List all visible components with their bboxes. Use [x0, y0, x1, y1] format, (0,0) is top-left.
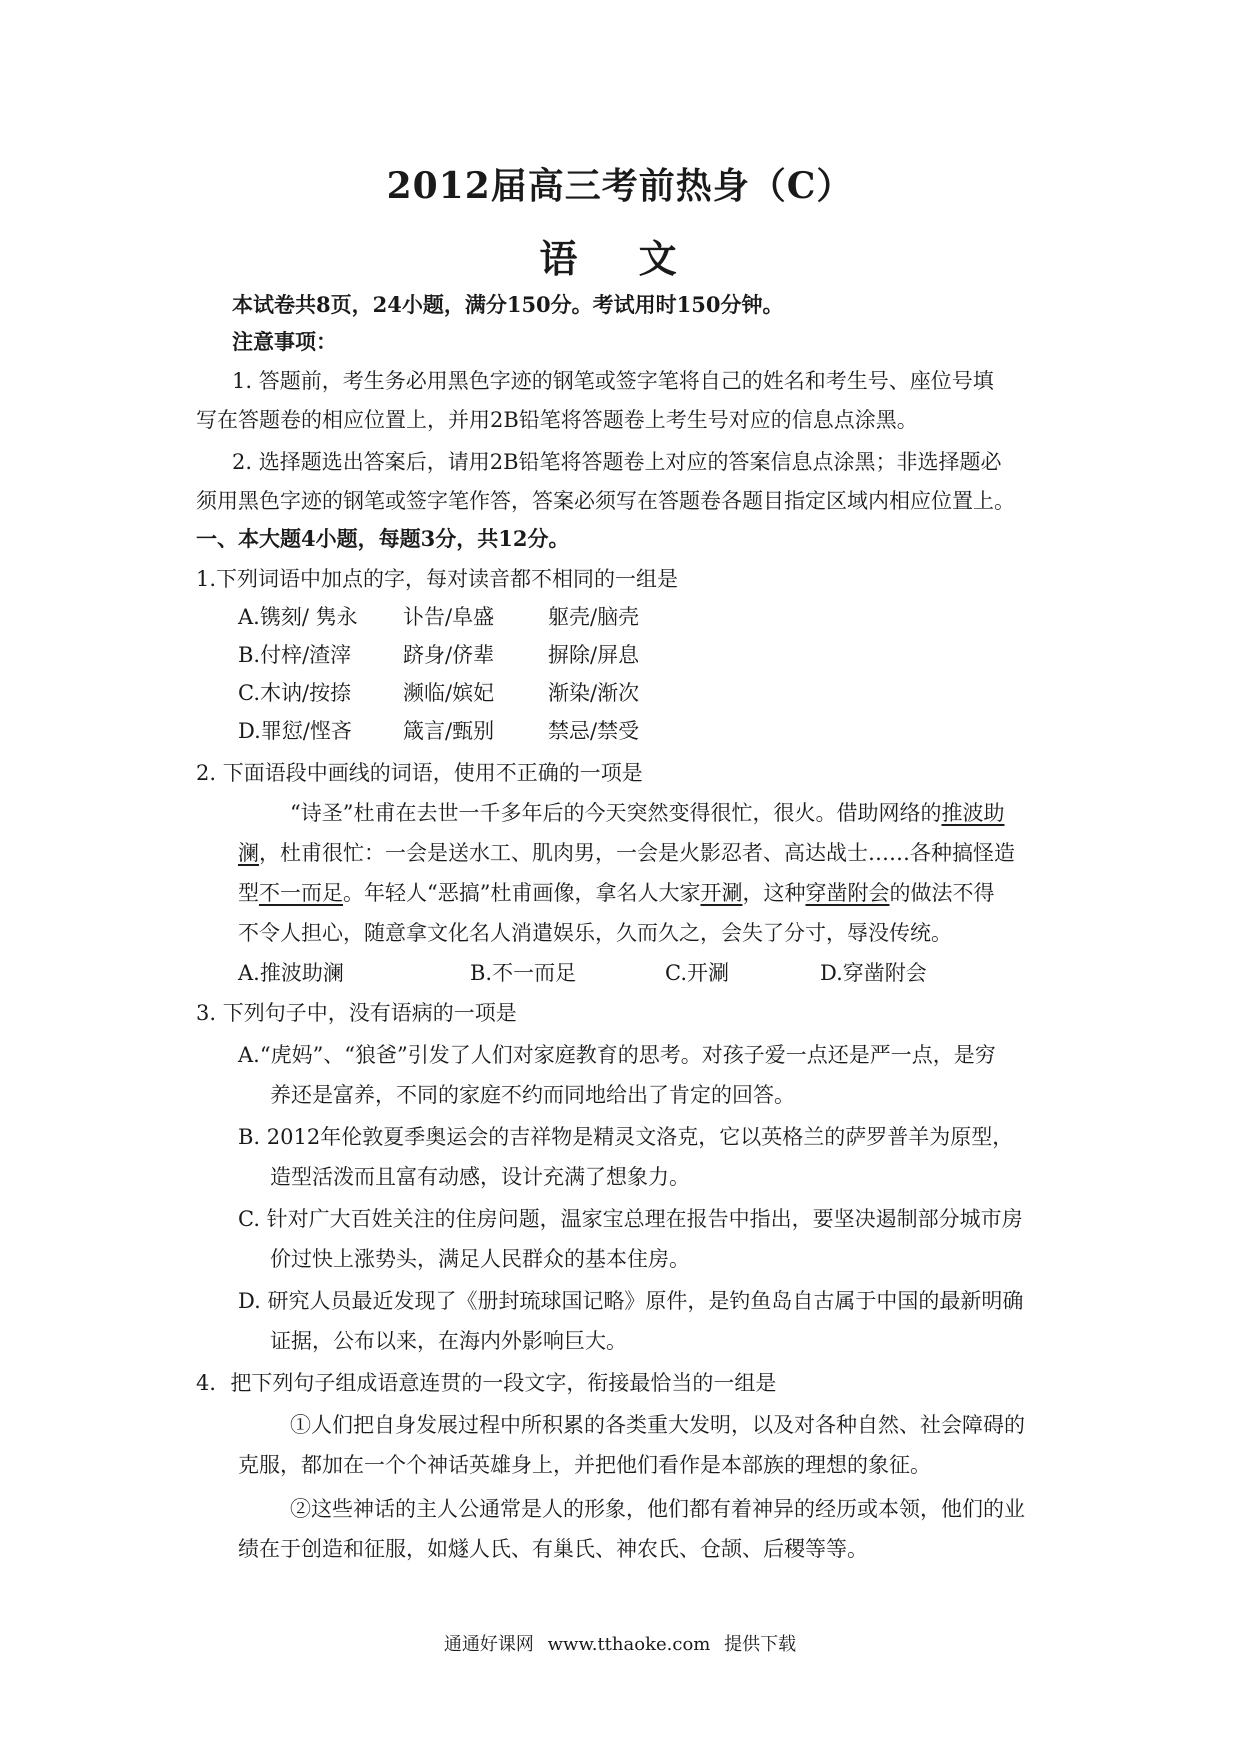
q1-option-b-col3: 摒除/屏息: [548, 643, 640, 667]
q2-text: 的做法不得: [889, 881, 995, 905]
footer-url[interactable]: www.tthaoke.com: [547, 1634, 711, 1655]
q1-option-b-label: B.付梓/渣滓: [238, 643, 352, 667]
q1-option-a-col3: 躯壳/脑壳: [548, 605, 640, 629]
note-2-line-2: 须用黑色字迹的钢笔或签字笔作答，答案必须写在答题卷各题目指定区域内相应位置上。: [196, 489, 1015, 513]
q1-option-c-col2: 濒临/嫔妃: [403, 681, 495, 705]
note-1-line-1: 1. 答题前，考生务必用黑色字迹的钢笔或签字笔将自己的姓名和考生号、座位号填: [232, 369, 994, 393]
q3-option-c-line-2: 价过快上涨势头，满足人民群众的基本住房。: [270, 1247, 690, 1271]
q2-passage-line-2: [238, 838, 1015, 868]
q1-option-b-col2: 跻身/侪辈: [403, 643, 495, 667]
q1-option-c-col3: 渐染/渐次: [548, 681, 640, 705]
q4-sentence-2-line-2: 绩在于创造和征服，如燧人氏、有巢氏、神农氏、仓颉、后稷等等。: [238, 1537, 868, 1561]
q4-stem: 4．把下列句子组成语意连贯的一段文字，衔接最恰当的一组是: [196, 1371, 777, 1395]
q1-option-d-label: D.罪愆/悭吝: [238, 719, 352, 743]
q3-option-d-line-2: 证据，公布以来，在海内外影响巨大。: [270, 1329, 627, 1353]
q4-sentence-1-line-1: ①人们把自身发展过程中所积累的各类重大发明，以及对各种自然、社会障碍的: [290, 1413, 1025, 1437]
q3-option-c-line-1: C. 针对广大百姓关注的住房问题，温家宝总理在报告中指出，要坚决遏制部分城市房: [238, 1207, 1023, 1231]
footer-note: 提供下载: [724, 1634, 797, 1655]
q2-text: 。年轻人“恶搞”杜甫画像，拿名人大家: [343, 881, 701, 905]
q2-passage-line-4: 不令人担心，随意拿文化名人消遣娱乐，久而久之，会失了分寸，辱没传统。: [238, 921, 952, 945]
q2-text: 型: [238, 881, 259, 905]
notes-heading: 注意事项：: [232, 329, 337, 354]
subject-title: 语 文: [539, 236, 701, 281]
q2-passage-line-1: [290, 798, 1004, 828]
q2-option-b: B.不一而足: [470, 961, 577, 985]
q1-option-a-col2: 讣告/阜盛: [403, 605, 495, 629]
note-2-line-1: 2. 选择题选出答案后，请用2B铅笔将答题卷上对应的答案信息点涂黑；非选择题必: [232, 450, 1002, 474]
q2-option-d: D.穿凿附会: [820, 961, 927, 985]
q2-option-c: C.开涮: [665, 961, 729, 985]
q2-passage-line-3: [238, 878, 994, 908]
q2-option-a: A.推波助澜: [238, 961, 344, 985]
q2-underlined-term: 推波助: [941, 801, 1005, 825]
q2-stem: 2. 下面语段中画线的词语，使用不正确的一项是: [196, 761, 643, 785]
q3-option-a-line-2: 养还是富养，不同的家庭不约而同地给出了肯定的回答。: [270, 1083, 795, 1107]
q2-underlined-term: 穿凿附会: [805, 881, 890, 905]
q2-underlined-term: 澜: [238, 841, 259, 865]
q1-option-d-col3: 禁忌/禁受: [548, 719, 640, 743]
q4-sentence-1-line-2: 克服，都加在一个个神话英雄身上，并把他们看作是本部族的理想的象征。: [238, 1453, 931, 1477]
q2-text: ，这种: [742, 881, 806, 905]
exam-summary: 本试卷共8页，24小题，满分150分。考试用时150分钟。: [232, 292, 784, 317]
q3-stem: 3. 下列句子中，没有语病的一项是: [196, 1001, 517, 1025]
section-1-heading: 一、本大题4小题，每题3分，共12分。: [196, 526, 570, 551]
q1-option-d-col2: 箴言/甄别: [403, 719, 495, 743]
q4-sentence-2-line-1: ②这些神话的主人公通常是人的形象，他们都有着神异的经历或本领，他们的业: [290, 1497, 1025, 1521]
q2-text: “诗圣”杜甫在去世一千多年后的今天突然变得很忙，很火。借助网络的: [290, 801, 942, 825]
page-footer: [0, 1630, 1240, 1656]
page-title: 2012届高三考前热身（C）: [386, 165, 854, 207]
q3-option-a-line-1: A.“虎妈”、“狼爸”引发了人们对家庭教育的思考。对孩子爱一点还是严一点，是穷: [238, 1043, 996, 1067]
footer-site-name: 通通好课网: [443, 1634, 534, 1655]
q2-underlined-term: 开涮: [700, 881, 743, 905]
q1-option-a-label: A.镌刻/ 隽永: [238, 605, 358, 629]
q3-option-b-line-1: B. 2012年伦敦夏季奥运会的吉祥物是精灵文洛克，它以英格兰的萨罗普羊为原型，: [238, 1125, 1014, 1149]
q3-option-d-line-1: D. 研究人员最近发现了《册封琉球国记略》原件，是钓鱼岛自古属于中国的最新明确: [238, 1289, 1024, 1313]
q3-option-b-line-2: 造型活泼而且富有动感，设计充满了想象力。: [270, 1165, 690, 1189]
q1-option-c-label: C.木讷/按捺: [238, 681, 352, 705]
note-1-line-2: 写在答题卷的相应位置上，并用2B铅笔将答题卷上考生号对应的信息点涂黑。: [196, 408, 918, 432]
q2-underlined-term: 不一而足: [259, 881, 343, 905]
q2-text: ，杜甫很忙：一会是送水工、肌肉男，一会是火影忍者、高达战士……各种搞怪造: [259, 841, 1015, 865]
q1-stem: 1.下列词语中加点的字，每对读音都不相同的一组是: [196, 567, 679, 591]
